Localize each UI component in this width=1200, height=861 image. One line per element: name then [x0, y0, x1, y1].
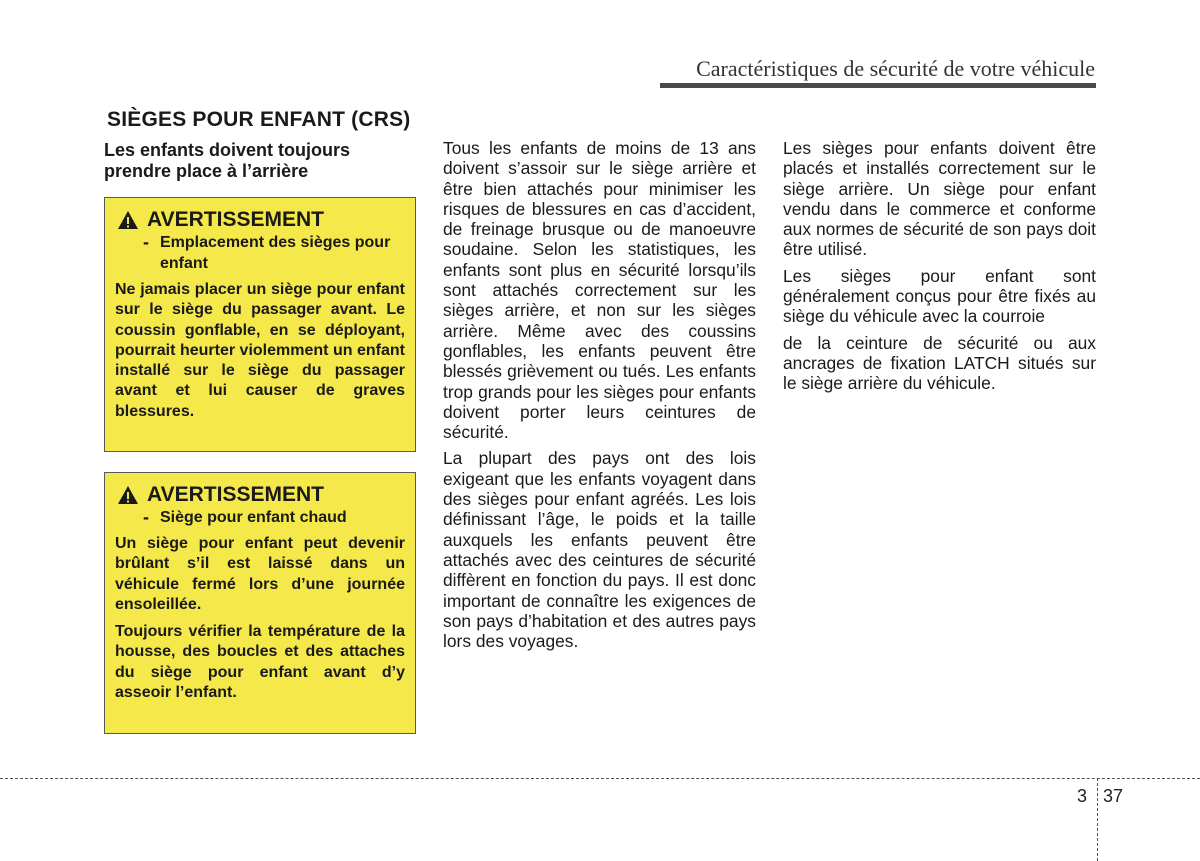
warning-dash: -	[143, 232, 149, 252]
warning-subtitle	[143, 507, 405, 528]
warning-title: AVERTISSEMENT	[147, 483, 324, 506]
warning-box-seat-placement	[104, 197, 416, 452]
warning-triangle-icon	[117, 485, 139, 505]
warning-subtitle	[143, 232, 405, 274]
warning-heading	[117, 208, 405, 232]
footer-dashed-rule	[0, 778, 1200, 779]
chapter-number: 3	[1077, 786, 1088, 806]
body-paragraph: Tous les enfants de moins de 13 ans doivent s’assoir sur le siège arrière et être bien attachés pour minimiser les risques de blessures en cas d’accident, de freinage brusque ou de manoeuvre soudaine. Selon les statistiques, les enfants sont plus en sécurité lorsqu’ils sont attachés correctement sur les sièges arrière, et non sur les sièges arrière. Même avec des coussins gonflables, les enfants peuvent être blessés grièvement ou tués. Les enfants trop grands pour les sièges pour enfants doivent porter leurs ceintures de sécurité.	[443, 138, 756, 443]
footer-vertical-rule	[1097, 778, 1098, 861]
warning-dash: -	[143, 507, 149, 527]
warning-paragraph: Un siège pour enfant peut devenir brûlant s’il est laissé dans un véhicule fermé lors d’une journée ensoleillée.	[115, 535, 405, 613]
section-subtitle: Les enfants doivent toujours prendre place à l’arrière	[104, 140, 351, 181]
warning-title: AVERTISSEMENT	[147, 208, 324, 231]
page-number: 37	[1103, 786, 1124, 806]
body-column-right	[783, 138, 1096, 400]
warning-heading	[117, 483, 405, 507]
body-paragraph: La plupart des pays ont des lois exigeant que les enfants voyagent dans des sièges pour enfant agréés. Les lois définissant l’âge, le poids et la taille auxquels les enfants peuvent être attachés avec des ceintures de sécurité diffèrent en fonction du pays. Il est donc important de connaître les exigences de son pays d’habitation et des autres pays lors des voyages.	[443, 448, 756, 652]
warning-subtitle-text: Siège pour enfant chaud	[160, 509, 347, 526]
warning-triangle-icon	[117, 210, 139, 230]
body-column-middle	[443, 138, 756, 657]
body-paragraph: Les sièges pour enfant sont généralement conçus pour être fixés au siège du véhicule avec la courroie	[783, 265, 1096, 327]
running-header-title: Caractéristiques de sécurité de votre véhicule	[696, 56, 1095, 81]
warning-paragraph: Toujours vérifier la température de la housse, des boucles et des attaches du siège pour enfant avant d’y asseoir l’enfant.	[115, 623, 405, 702]
warning-box-hot-seat	[104, 472, 416, 734]
section-title: SIÈGES POUR ENFANT (CRS)	[107, 108, 411, 131]
body-paragraph: de la ceinture de sécurité ou aux ancrages de fixation LATCH situés sur le siège arrière du véhicule.	[783, 332, 1096, 394]
warning-paragraph: Ne jamais placer un siège pour enfant sur le siège du passager avant. Le coussin gonflable, en se déployant, pourrait heurter violemment un enfant installé sur le siège du passager avant et lui causer de graves blessures.	[115, 281, 405, 420]
warning-subtitle-text: Emplacement des sièges pour enfant	[160, 234, 391, 272]
header-rule	[660, 83, 1096, 88]
body-paragraph: Les sièges pour enfants doivent être placés et installés correctement sur le siège arrière. Un siège pour enfant vendu dans le commerce et conforme aux normes de sécurité de son pays doit être utilisé.	[783, 138, 1096, 260]
